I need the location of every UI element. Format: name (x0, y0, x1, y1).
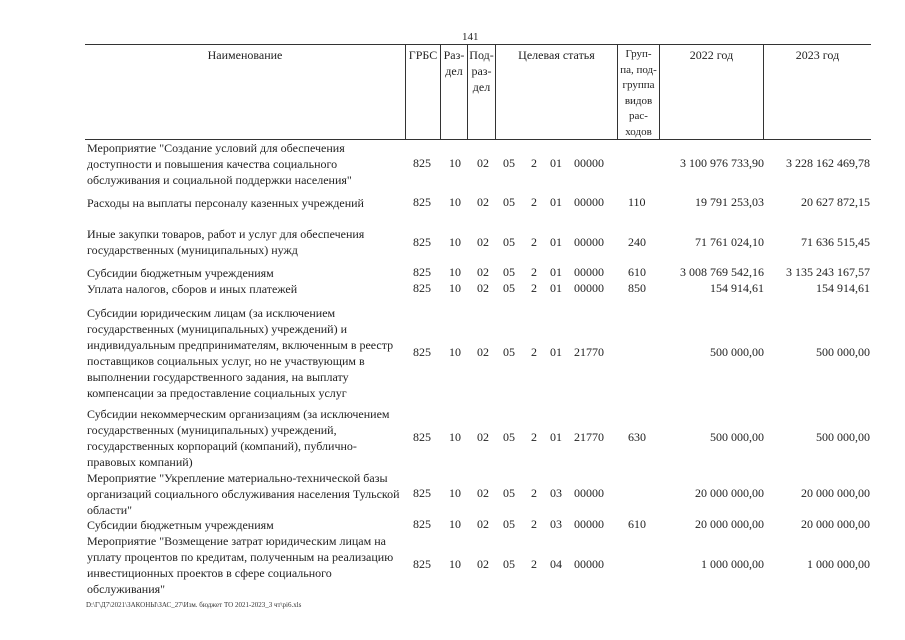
row-grbs: 825 (413, 235, 431, 249)
header-name: Наименование (85, 45, 406, 139)
row-2022: 20 000 000,00 (695, 517, 764, 531)
row-razdel: 10 (449, 430, 461, 444)
row-2023: 20 000 000,00 (801, 517, 870, 531)
row-podrazdel: 02 (477, 265, 489, 279)
row-podrazdel: 02 (477, 517, 489, 531)
row-podrazdel: 02 (477, 557, 489, 571)
header-2022: 2022 год (660, 45, 764, 139)
table-row (85, 281, 871, 297)
row-target-2: 2 (531, 195, 537, 209)
table-row (85, 517, 871, 533)
table-row (85, 305, 871, 401)
table-row (85, 226, 871, 258)
row-target-2: 2 (531, 265, 537, 279)
row-2023: 20 000 000,00 (801, 486, 870, 500)
row-razdel: 10 (449, 195, 461, 209)
row-group: 240 (628, 235, 646, 249)
row-grbs: 825 (413, 557, 431, 571)
row-target-2: 2 (531, 281, 537, 295)
row-group: 850 (628, 281, 646, 295)
row-target-1: 05 (503, 235, 515, 249)
row-target-1: 05 (503, 265, 515, 279)
row-target-2: 2 (531, 345, 537, 359)
row-target-2: 2 (531, 156, 537, 170)
row-razdel: 10 (449, 265, 461, 279)
row-2023: 71 636 515,45 (801, 235, 870, 249)
row-target-3: 03 (550, 517, 562, 531)
row-name: Расходы на выплаты персоналу казенных учреждений (87, 196, 364, 210)
row-razdel: 10 (449, 156, 461, 170)
table-row (85, 195, 871, 211)
row-2023: 1 000 000,00 (807, 557, 870, 571)
row-target-3: 01 (550, 156, 562, 170)
header-razdel: Раз- дел (441, 45, 468, 139)
row-name: Мероприятие "Возмещение затрат юридическим лицам на уплату процентов по кредитам, полученным на реализацию инвестиционных проектов в сфере социального обслуживания" (87, 534, 394, 596)
row-2022: 154 914,61 (710, 281, 764, 295)
table-header (85, 44, 871, 140)
row-target-4: 21770 (574, 430, 604, 444)
row-2022: 71 761 024,10 (695, 235, 764, 249)
row-target-2: 2 (531, 235, 537, 249)
row-podrazdel: 02 (477, 235, 489, 249)
table-row (85, 406, 871, 470)
row-name: Субсидии бюджетным учреждениям (87, 518, 274, 532)
row-target-1: 05 (503, 430, 515, 444)
row-razdel: 10 (449, 345, 461, 359)
row-target-4: 21770 (574, 345, 604, 359)
header-grbs: ГРБС (406, 45, 441, 139)
row-podrazdel: 02 (477, 281, 489, 295)
row-2023: 3 228 162 469,78 (786, 156, 870, 170)
header-2023: 2023 год (795, 48, 840, 62)
row-podrazdel: 02 (477, 486, 489, 500)
row-target-1: 05 (503, 486, 515, 500)
row-name: Уплата налогов, сборов и иных платежей (87, 282, 298, 296)
row-grbs: 825 (413, 281, 431, 295)
row-grbs: 825 (413, 517, 431, 531)
header-group: Груп- па, под- группа видов рас- ходов (618, 45, 660, 139)
page-number: 141 (462, 31, 479, 43)
row-group: 630 (628, 430, 646, 444)
row-razdel: 10 (449, 517, 461, 531)
row-target-4: 00000 (574, 235, 604, 249)
row-target-4: 00000 (574, 156, 604, 170)
row-target-1: 05 (503, 345, 515, 359)
row-target-3: 01 (550, 345, 562, 359)
row-razdel: 10 (449, 281, 461, 295)
row-target-4: 00000 (574, 265, 604, 279)
row-target-3: 01 (550, 195, 562, 209)
row-2023: 500 000,00 (816, 430, 870, 444)
row-grbs: 825 (413, 156, 431, 170)
row-target-4: 00000 (574, 557, 604, 571)
row-name: Субсидии юридическим лицам (за исключением государственных (муниципальных) учреждений) и индивидуальным предпринимателям, включенным в реестр поставщиков социальных услуг, но не участвующим в выполнении государственного задания, на выплату компенсации за предоставление социальных услуг (87, 306, 394, 400)
row-target-3: 04 (550, 557, 562, 571)
row-target-3: 01 (550, 235, 562, 249)
row-2022: 3 100 976 733,90 (680, 156, 764, 170)
row-target-1: 05 (503, 195, 515, 209)
row-grbs: 825 (413, 430, 431, 444)
row-target-1: 05 (503, 557, 515, 571)
row-razdel: 10 (449, 235, 461, 249)
row-target-1: 05 (503, 517, 515, 531)
row-grbs: 825 (413, 486, 431, 500)
row-razdel: 10 (449, 486, 461, 500)
row-target-3: 03 (550, 486, 562, 500)
row-group: 610 (628, 517, 646, 531)
table-row (85, 140, 871, 188)
row-target-4: 00000 (574, 195, 604, 209)
row-2023: 500 000,00 (816, 345, 870, 359)
row-grbs: 825 (413, 195, 431, 209)
table-row (85, 265, 871, 281)
row-target-3: 01 (550, 265, 562, 279)
row-target-2: 2 (531, 430, 537, 444)
row-razdel: 10 (449, 557, 461, 571)
row-name: Иные закупки товаров, работ и услуг для обеспечения государственных (муниципальных) нужд (87, 227, 365, 257)
row-2023: 154 914,61 (816, 281, 870, 295)
row-target-3: 01 (550, 430, 562, 444)
row-target-2: 2 (531, 557, 537, 571)
row-podrazdel: 02 (477, 195, 489, 209)
row-2022: 500 000,00 (710, 345, 764, 359)
file-path-footer: D:\Г\Д7\2021\ЗАКОНЫ\ЗАС_27\Изм. бюджет ТО 2021-2023_3 чт\рі6.xls (86, 601, 302, 609)
header-podrazdel: Под- раз- дел (468, 45, 496, 139)
row-podrazdel: 02 (477, 345, 489, 359)
row-name: Субсидии некоммерческим организациям (за исключением государственных (муниципальных) учреждений, государственных корпораций (компаний), публично-правовых компаний) (87, 407, 390, 469)
row-target-2: 2 (531, 486, 537, 500)
row-group: 110 (628, 195, 646, 209)
row-target-4: 00000 (574, 486, 604, 500)
row-target-4: 00000 (574, 517, 604, 531)
row-grbs: 825 (413, 345, 431, 359)
row-podrazdel: 02 (477, 430, 489, 444)
row-2022: 20 000 000,00 (695, 486, 764, 500)
row-2022: 3 008 769 542,16 (680, 265, 764, 279)
row-group: 610 (628, 265, 646, 279)
row-name: Субсидии бюджетным учреждениям (87, 266, 274, 280)
row-2023: 20 627 872,15 (801, 195, 870, 209)
header-target: Целевая статья (496, 45, 618, 139)
row-2022: 1 000 000,00 (701, 557, 764, 571)
row-target-1: 05 (503, 281, 515, 295)
table-row (85, 533, 871, 597)
row-podrazdel: 02 (477, 156, 489, 170)
row-name: Мероприятие "Укрепление материально-технической базы организаций социального обслуживания населения Тульской области" (87, 471, 400, 517)
row-2023: 3 135 243 167,57 (786, 265, 870, 279)
row-name: Мероприятие "Создание условий для обеспечения доступности и повышения качества социального обслуживания и социальной поддержки населения" (87, 141, 352, 187)
row-target-2: 2 (531, 517, 537, 531)
row-target-1: 05 (503, 156, 515, 170)
row-grbs: 825 (413, 265, 431, 279)
row-2022: 19 791 253,03 (695, 195, 764, 209)
table-row (85, 470, 871, 518)
row-2022: 500 000,00 (710, 430, 764, 444)
row-target-3: 01 (550, 281, 562, 295)
row-target-4: 00000 (574, 281, 604, 295)
